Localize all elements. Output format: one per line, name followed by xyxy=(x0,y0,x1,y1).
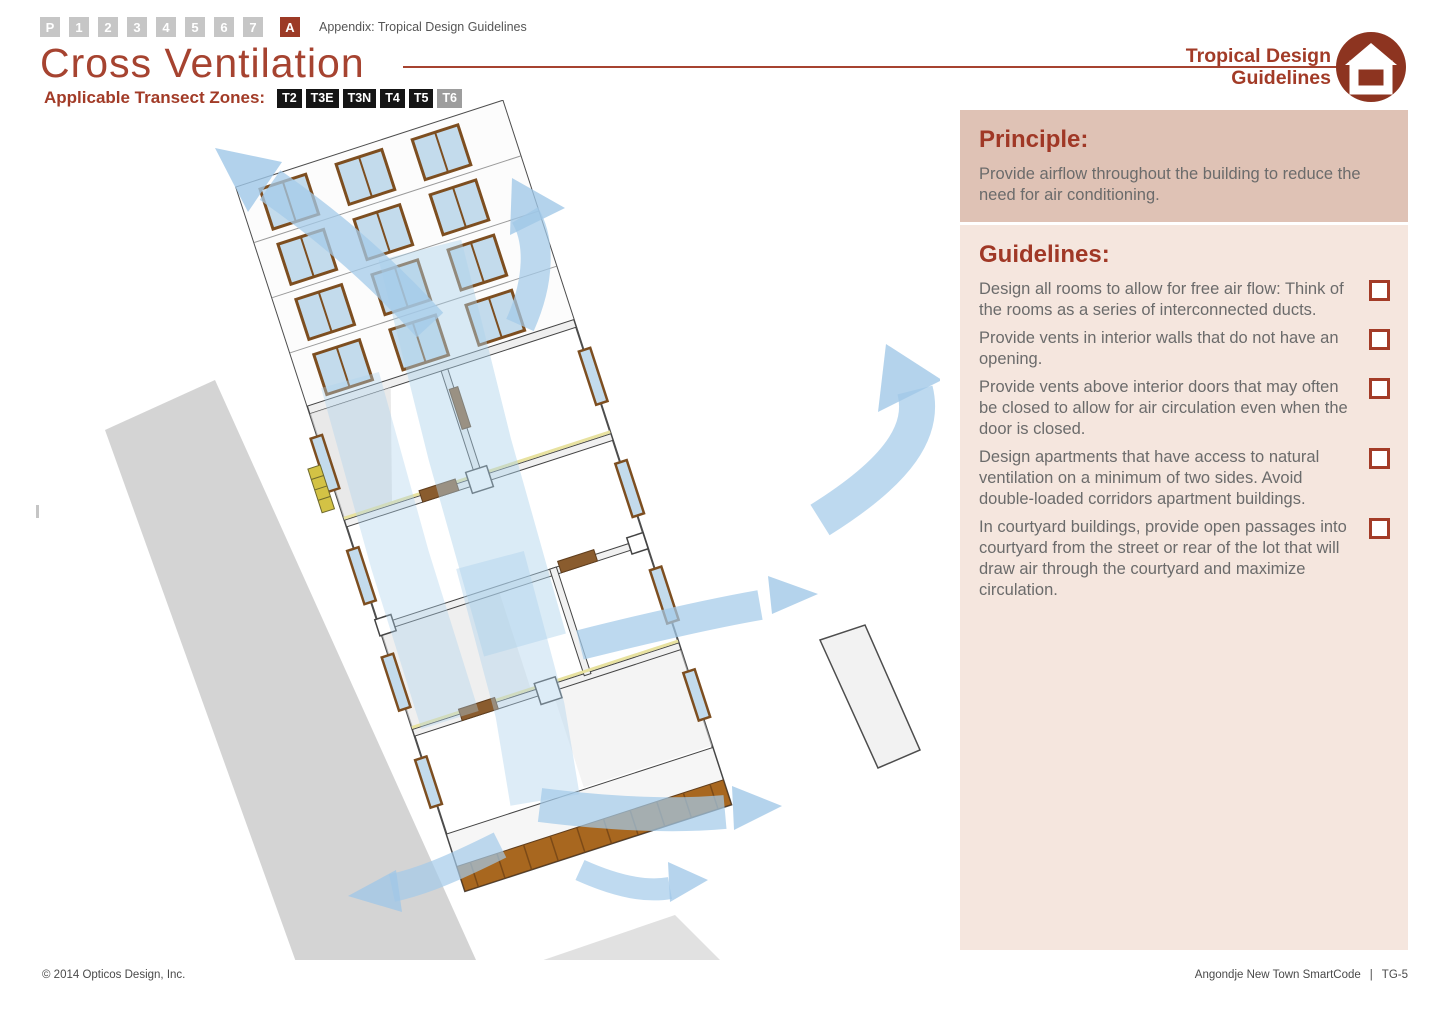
guideline-item xyxy=(979,517,1390,601)
nav-page-box[interactable]: 4 xyxy=(156,17,176,37)
guideline-checkbox[interactable] xyxy=(1369,378,1390,399)
guideline-checkbox[interactable] xyxy=(1369,280,1390,301)
page-title: Cross Ventilation xyxy=(40,40,365,86)
guidelines-panel xyxy=(960,110,1408,948)
zone-badge-t3e: T3E xyxy=(306,89,339,108)
nav-page-box[interactable]: 6 xyxy=(214,17,234,37)
principle-section xyxy=(960,110,1408,222)
print-mark xyxy=(36,505,39,518)
guideline-checkbox[interactable] xyxy=(1369,448,1390,469)
airflow-arrow-right-hook xyxy=(820,344,940,520)
brand-line2: Guidelines xyxy=(1231,67,1331,89)
guideline-text: Design apartments that have access to natural ventilation on a minimum of two sides. Avoid double-loaded corridors apartment buildings. xyxy=(979,448,1320,508)
nav-page-box[interactable]: 7 xyxy=(243,17,263,37)
nav-page-box[interactable]: 2 xyxy=(98,17,118,37)
section-nav xyxy=(40,17,527,37)
copyright-text: © 2014 Opticos Design, Inc. xyxy=(42,969,186,981)
guideline-text: Provide vents in interior walls that do not have an opening. xyxy=(979,329,1339,368)
cross-ventilation-diagram xyxy=(20,100,940,960)
guideline-text: Provide vents above interior doors that may often be closed to allow for air circulation even when the door is closed. xyxy=(979,378,1348,438)
nav-page-box[interactable]: 1 xyxy=(69,17,89,37)
nav-appendix-box[interactable]: A xyxy=(280,17,300,37)
page-nav-boxes xyxy=(40,17,272,37)
nav-page-box[interactable]: 5 xyxy=(185,17,205,37)
doc-title: Angondje New Town SmartCode xyxy=(1194,969,1361,981)
nav-page-box[interactable]: P xyxy=(40,17,60,37)
guideline-item xyxy=(979,447,1390,510)
guideline-item xyxy=(979,377,1390,440)
zone-badge-t2: T2 xyxy=(277,89,302,108)
brand-title xyxy=(1186,45,1331,89)
principle-text: Provide airflow throughout the building to reduce the need for air conditioning. xyxy=(979,165,1361,204)
guideline-text: Design all rooms to allow for free air flow: Think of the rooms as a series of interconnected ducts. xyxy=(979,280,1344,319)
logo-badge xyxy=(1336,32,1406,102)
nav-page-box[interactable]: 3 xyxy=(127,17,147,37)
guidelines-list xyxy=(979,279,1390,601)
guideline-checkbox[interactable] xyxy=(1369,329,1390,350)
zone-badge-t4: T4 xyxy=(380,89,405,108)
zone-badge-t5: T5 xyxy=(409,89,434,108)
guidelines-section xyxy=(960,225,1408,950)
footer-page-info xyxy=(1195,969,1408,981)
side-wall xyxy=(820,625,920,768)
guideline-item xyxy=(979,328,1390,370)
appendix-label: Appendix: Tropical Design Guidelines xyxy=(319,20,527,34)
transect-zones-label: Applicable Transect Zones: xyxy=(44,88,266,107)
guidelines-heading: Guidelines: xyxy=(979,241,1110,268)
page-number: TG-5 xyxy=(1381,969,1408,981)
airflow-arrow-bottom-hook xyxy=(580,862,708,902)
guideline-text: In courtyard buildings, provide open passages into courtyard from the street or rear of the lot that will draw air through the courtyard and maximize circulation. xyxy=(979,518,1347,599)
principle-heading: Principle: xyxy=(979,126,1089,153)
zone-badge-t6: T6 xyxy=(437,89,462,108)
guideline-checkbox[interactable] xyxy=(1369,518,1390,539)
guideline-item xyxy=(979,279,1390,321)
zone-badge-t3n: T3N xyxy=(343,89,377,108)
brand-line1: Tropical Design xyxy=(1185,45,1331,67)
footer-separator: | xyxy=(1369,969,1373,981)
house-icon xyxy=(1336,32,1406,102)
